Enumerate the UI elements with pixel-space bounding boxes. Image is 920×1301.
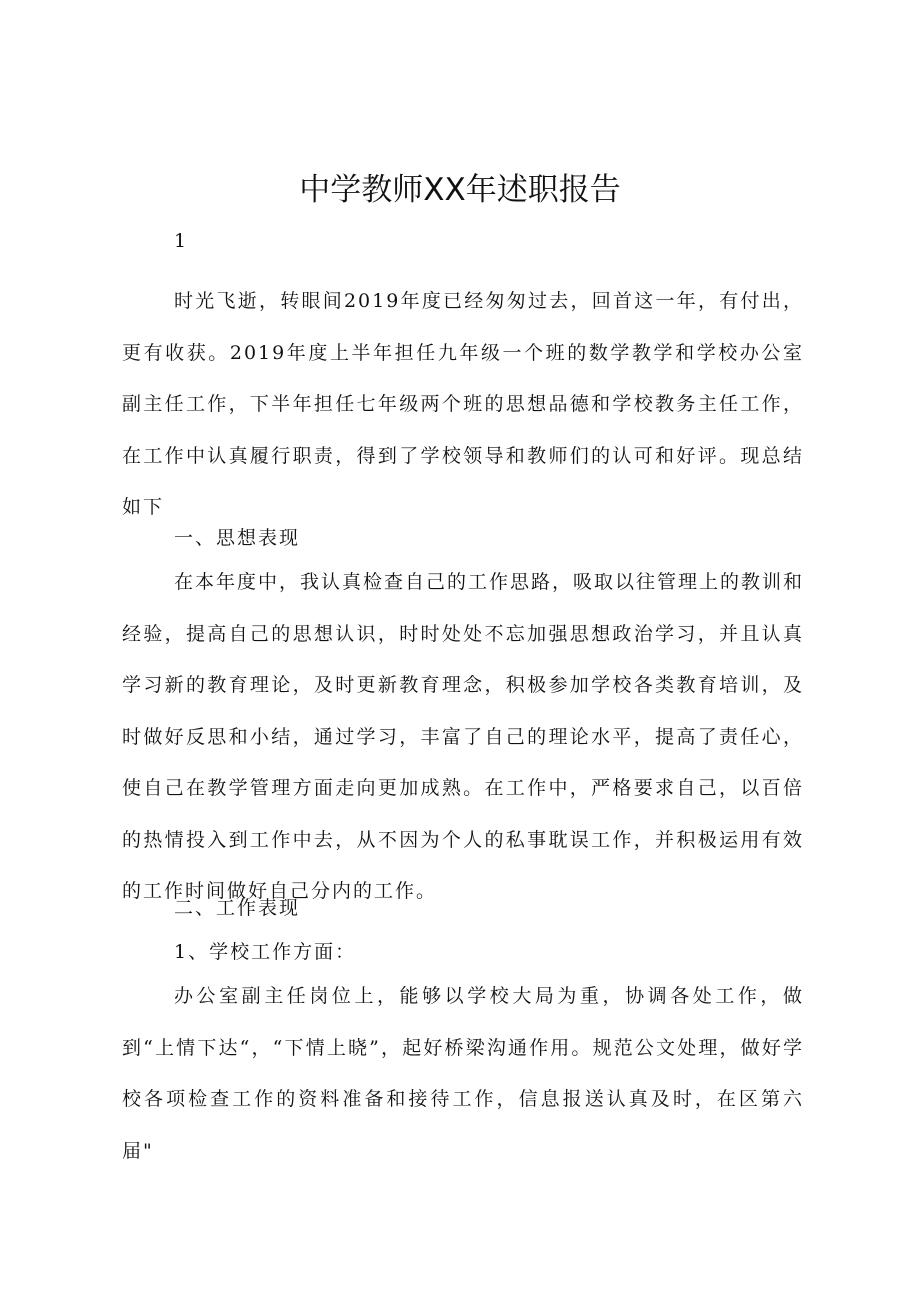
subheading-school-work: 1、学校工作方面： xyxy=(174,941,357,963)
section-heading-thought: 一、思想表现 xyxy=(174,527,301,549)
section-heading-work: 二、工作表现 xyxy=(174,897,301,919)
page-marker: 1 xyxy=(174,230,189,252)
school-work-paragraph: 办公室副主任岗位上，能够以学校大局为重，协调各处工作，做到“上情下达“，“下情上晓”，起好桥梁沟通作用。规范公文处理，做好学校各项检查工作的资料准备和接待工作，信息报送认真及时，在区第六届" xyxy=(122,985,804,1162)
intro-paragraph: 时光飞逝，转眼间2019年度已经匆匆过去，回首这一年，有付出，更有收获。2019年度上半年担任九年级一个班的数学教学和学校办公室副主任工作，下半年担任七年级两个班的思想品德和学校教务主任工作，在工作中认真履行职责，得到了学校领导和教师们的认可和好评。现总结如下 xyxy=(122,290,804,518)
section-body-thought: 在本年度中，我认真检查自己的工作思路，吸取以往管理上的教训和经验，提高自己的思想认识，时时处处不忘加强思想政治学习，并且认真学习新的教育理论，及时更新教育理念，积极参加学校各类教育培训，及时做好反思和小结，通过学习，丰富了自己的理论水平，提高了责任心，使自己在教学管理方面走向更加成熟。在工作中，严格要求自己，以百倍的热情投入到工作中去，从不因为个人的私事耽误工作，并积极运用有效的工作时间做好自己分内的工作。 xyxy=(122,571,805,902)
document-title: 中学教师XX年述职报告 xyxy=(299,172,621,208)
